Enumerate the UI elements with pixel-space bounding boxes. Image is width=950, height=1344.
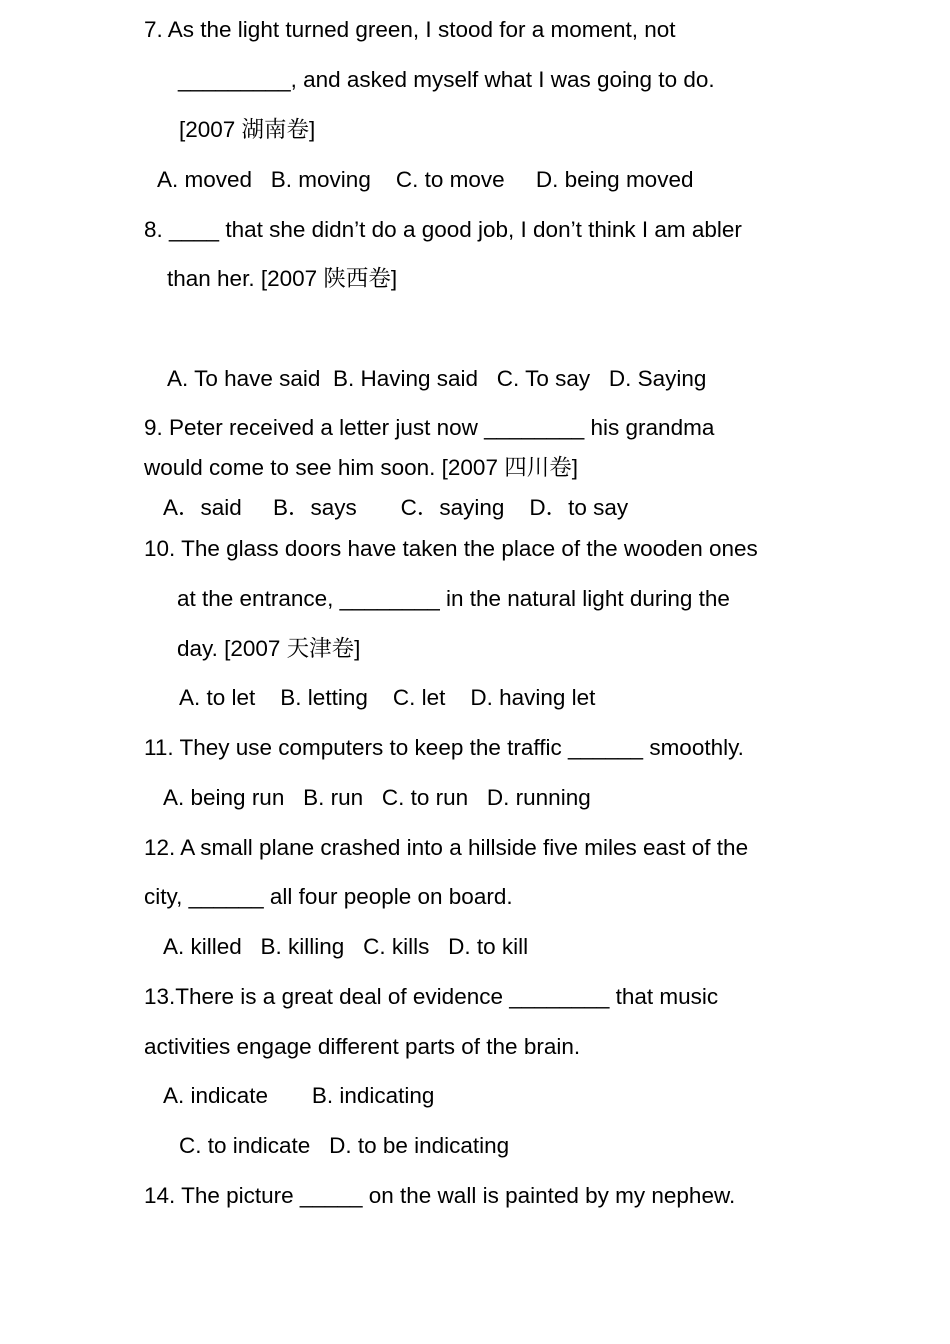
question-7-stem: 7. As the light turned green, I stood for a moment, not xyxy=(144,17,676,42)
question-14-stem: 14. The picture _____ on the wall is painted by my nephew. xyxy=(144,1183,736,1208)
question-13-stem: activities engage different parts of the brain. xyxy=(144,1034,581,1059)
question-10-source: day. [2007 天津卷] xyxy=(177,636,361,661)
question-8-source: than her. [2007 陕西卷] xyxy=(167,266,398,291)
question-7-source: [2007 湖南卷] xyxy=(179,117,316,142)
question-7-options: A. moved B. moving C. to move D. being moved xyxy=(157,167,694,192)
question-8-options: A. To have said B. Having said C. To say D. Saying xyxy=(167,366,707,391)
question-10-stem: at the entrance, ________ in the natural light during the xyxy=(177,586,730,611)
question-13-options: A. indicate B. indicating xyxy=(163,1083,435,1108)
question-12-options: A. killed B. killing C. kills D. to kill xyxy=(163,934,529,959)
question-8-stem: 8. ____ that she didn’t do a good job, I don’t think I am abler xyxy=(144,217,742,242)
question-12-stem: city, ______ all four people on board. xyxy=(144,884,513,909)
question-9-source: would come to see him soon. [2007 四川卷] xyxy=(144,455,578,480)
question-13-stem: 13.There is a great deal of evidence ________ that music xyxy=(144,984,719,1009)
question-11-stem: 11. They use computers to keep the traffic ______ smoothly. xyxy=(144,735,744,760)
question-9-stem: 9. Peter received a letter just now ________ his grandma xyxy=(144,415,715,440)
question-9-options: A．said B．says C．saying D．to say xyxy=(163,495,629,520)
question-11-options: A. being run B. run C. to run D. running xyxy=(163,785,591,810)
question-7-stem: _________, and asked myself what I was going to do. xyxy=(178,67,715,92)
question-12-stem: 12. A small plane crashed into a hillside five miles east of the xyxy=(144,835,749,860)
question-13-options: C. to indicate D. to be indicating xyxy=(179,1133,510,1158)
question-10-options: A. to let B. letting C. let D. having let xyxy=(179,685,596,710)
question-10-stem: 10. The glass doors have taken the place of the wooden ones xyxy=(144,536,758,561)
